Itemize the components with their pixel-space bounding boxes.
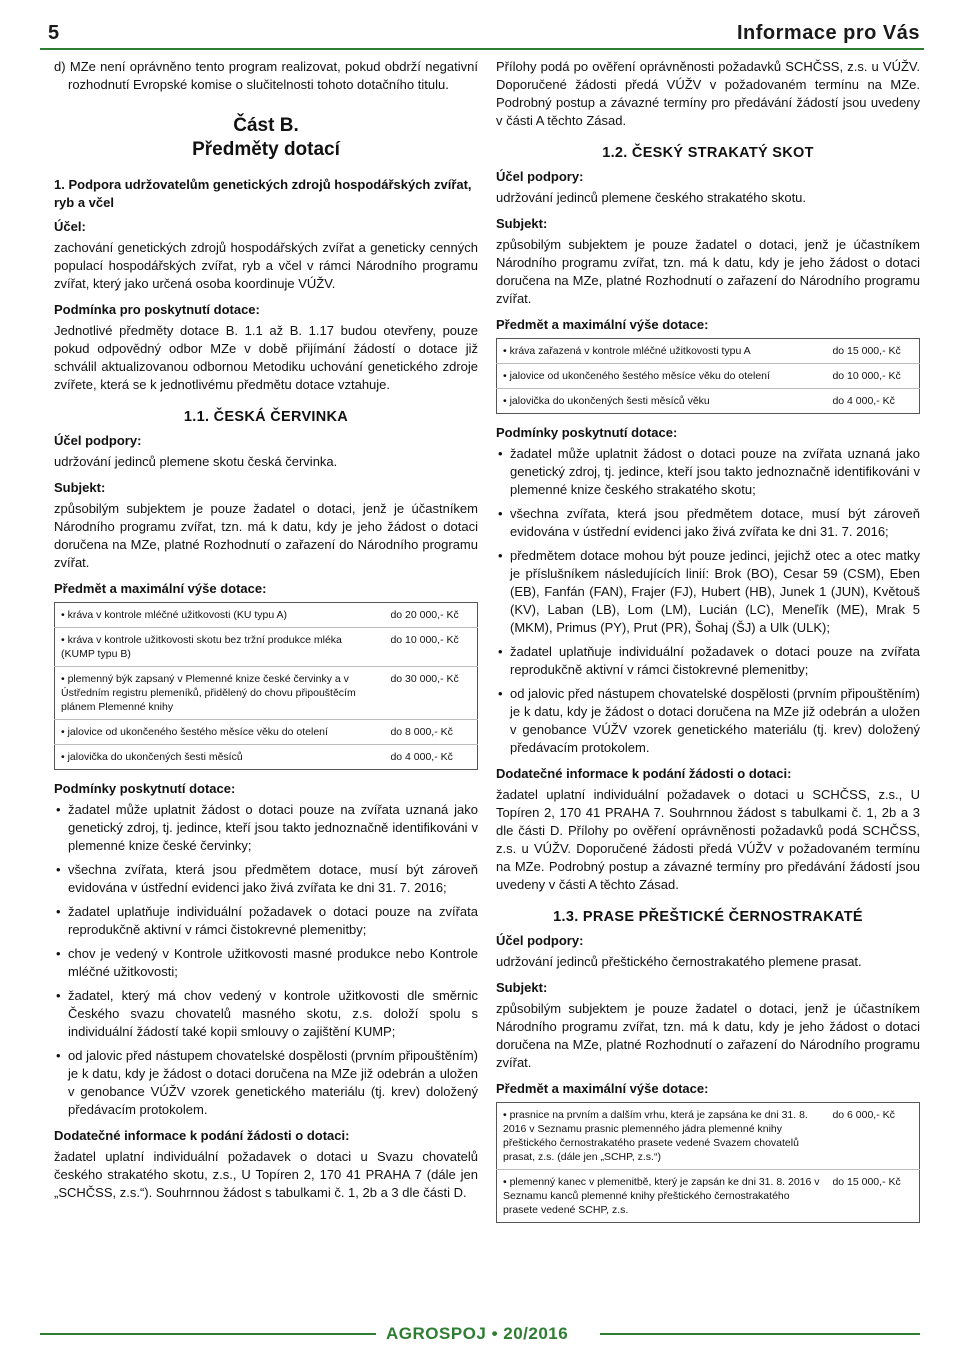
s12-subjekt-label: Subjekt: — [496, 216, 548, 231]
footer-line-left — [40, 1333, 376, 1335]
section-1-2-title: 1.2. ČESKÝ STRAKATÝ SKOT — [602, 145, 814, 161]
s13-ucel-text: udržování jedinců přeštického černostrakatého plemene prasat. — [496, 954, 862, 969]
podminka-text: Jednotlivé předměty dotace B. 1.1 až B. 1.17 budou otevřeny, pouze pokud odpovědný odbor MZe v době přijímání žádostí o dotace již schválil aktualizovanou odbornou Metodiku uchování genetického zdroje zvířete, která se k jednotlivému předmětu dotace vztahuje. — [54, 323, 478, 392]
table-row — [497, 339, 920, 364]
list-item: • žadatel uplatňuje individuální požadavek o dotaci pouze na zvířata reprodukčně aktivní v rámci čistokrevné plemenitby; — [510, 643, 920, 679]
list-item: • žadatel může uplatnit žádost o dotaci pouze na zvířata uznaná jako genetický zdroj, tj. jedince, kteří jsou takto jednoznačně identifikováni v plemenné knize českého strakatého skotu; — [510, 445, 920, 499]
table-row — [55, 628, 478, 667]
section-1-1-title: 1.1. ČESKÁ ČERVINKA — [183, 409, 349, 425]
table-row — [55, 745, 478, 770]
list-item: • žadatel uplatňuje individuální požadavek o dotaci pouze na zvířata reprodukčně aktivní v rámci čistokrevné plemenitby; — [68, 903, 478, 939]
table-cell-desc: • kráva zařazená v kontrole mléčné užitkovosti typu A — [497, 339, 827, 364]
continued-text: Přílohy podá po ověření oprávněnosti požadavků SCHČSS, z.s. u VÚŽV. Doporučené žádosti předá VÚŽV v požadovaném termínu na MZe. Podrobný postup a závazné termíny pro předávání žádostí jsou uvedeny v části A těchto Zásad. — [496, 59, 920, 128]
s11-predmet-label: Předmět a maximální výše dotace: — [54, 581, 267, 596]
s11-subjekt-text: způsobilým subjektem je pouze žadatel o dotaci, jenž je účastníkem Národního programu zvířat, tzn. má k datu, kdy je jeho žádost o dotaci doručena na MZe, platné Rozhodnutí o zařazení do Národního programu zvířat. — [54, 501, 478, 570]
table-cell-desc: • jalovička do ukončených šesti měsíců věku — [503, 395, 710, 407]
s11-subsidy-table — [54, 602, 478, 770]
table-cell-amount: do 30 000,- Kč — [384, 667, 477, 720]
table-row — [497, 1103, 920, 1170]
s12-conditions-list — [496, 445, 920, 757]
table-cell-desc: • kráva v kontrole užitkovosti skotu bez tržní produkce mléka (KUMP typu B) — [55, 628, 385, 667]
part-subtitle: Předměty dotací — [192, 139, 340, 160]
section-1-title: 1. Podpora udržovatelům genetických zdrojů hospodářských zvířat, ryb a včel — [54, 177, 472, 210]
footer-publication: AGROSPOJ • 20/2016 — [386, 1324, 569, 1343]
s11-ucel-label: Účel podpory: — [54, 433, 142, 448]
s12-ucel-text: udržování jedinců plemene českého strakatého skotu. — [496, 190, 807, 205]
table-row — [55, 667, 478, 720]
podminka-label: Podmínka pro poskytnutí dotace: — [54, 302, 260, 317]
list-item: • od jalovic před nástupem chovatelské dospělosti (prvním připouštěním) je k datu, kdy je žádost o dotaci doručena na MZe již odebrán a uložen v genobance VÚŽV vzorek genetického materiálu (tj. krev) doložený předávacím protokolem. — [68, 1047, 478, 1119]
list-item: • žadatel může uplatnit žádost o dotaci pouze na zvířata uznaná jako genetický zdroj, tj. jedince, kteří jsou takto jednoznačně identifikováni v plemenné knize české červinky; — [68, 801, 478, 855]
s12-subjekt-text: způsobilým subjektem je pouze žadatel o dotaci, jenž je účastníkem Národního programu zvířat, tzn. má k datu, kdy je jeho žádost o dotaci doručena na MZe, platné Rozhodnutí o zařazení do Národního programu zvířat. — [496, 237, 920, 306]
table-cell-amount: do 10 000,- Kč — [384, 628, 477, 667]
table-cell-amount: do 6 000,- Kč — [826, 1103, 919, 1170]
table-cell-amount: do 4 000,- Kč — [832, 395, 895, 407]
table-row — [497, 389, 920, 414]
s11-dodatecne-label: Dodatečné informace k podání žádosti o dotaci: — [54, 1128, 350, 1143]
table-cell-desc: • prasnice na prvním a dalším vrhu, která je zapsána ke dni 31. 8. 2016 v Seznamu prasnic plemenného jádra plemenné knihy přeštického černostrakatého prasete vedené Svazem chovatelů prasat, z.s. (dále jen „SCHP, z.s.“) — [497, 1103, 827, 1170]
s11-conditions-list — [54, 801, 478, 1119]
table-cell-desc: • plemenný býk zapsaný v Plemenné knize české červinky a v Ústředním registru plemeníků, přidělený do chovu připouštěcím plánem Plemenné knihy — [55, 667, 385, 720]
section-1-3-title: 1.3. PRASE PŘEŠTICKÉ ČERNOSTRAKATÉ — [553, 909, 863, 925]
page-number: 5 — [48, 22, 60, 44]
list-item: • předmětem dotace mohou být pouze jedinci, jejichž otec a otec matky je příslušníkem následujících linií: Brok (BO), Cesar 59 (CSM), Eben (EB), Fanfán (FAN), Frajer (FJ), Hubert (HB), Junek 1 (JUN), Květouš (KV), Laban (LB), Lom (LM), Lucián (LC), Meneľík (ME), Mrak 5 (MKM), Primus (PY), Prut (PR), Šohaj (ŠJ) a Ulk (ULK); — [510, 547, 920, 637]
s13-predmet-label: Předmět a maximální výše dotace: — [496, 1081, 709, 1096]
list-item: • všechna zvířata, která jsou předmětem dotace, musí být zároveň evidována v ústřední evidenci jako živá zvířata ke dni 31. 7. 2016; — [510, 505, 920, 541]
table-cell-desc: • jalovička do ukončených šesti měsíců — [61, 751, 243, 763]
s11-dodatecne-text: žadatel uplatní individuální požadavek o dotaci u Svazu chovatelů českého strakatého skotu, z.s., U Topíren 2, 170 41 PRAHA 7 (dále jen „SCHČSS, z.s.“). Souhrnnou žádost s tabulkami č. 1, 2b a 3 dle části D. — [54, 1149, 478, 1200]
s13-ucel-label: Účel podpory: — [496, 933, 584, 948]
s12-dodatecne-text: žadatel uplatní individuální požadavek o dotaci u SCHČSS, z.s., U Topíren 2, 170 41 PRAHA 7. Souhrnnou žádost s tabulkami č. 1, 2b a 3 dle části D. Přílohy po ověření oprávněnosti požadavků podá SCHČSS, z.s. u VÚŽV. Doporučené žádosti předá VÚŽV v požadovaném termínu na MZe. Podrobný postup a závazné termíny pro předávání žádostí jsou uvedeny v části A těchto Zásad. — [496, 787, 920, 892]
ucel-text: zachování genetických zdrojů hospodářských zvířat a geneticky cenných populací hospodářských zvířat, ryb a včel v rámci Národního programu zvířat, který jako určená osoba koordinuje VÚŽV. — [54, 240, 478, 291]
table-cell-amount: do 15 000,- Kč — [826, 339, 919, 364]
s12-podminky-label: Podmínky poskytnutí dotace: — [496, 425, 678, 440]
s13-subjekt-label: Subjekt: — [496, 980, 548, 995]
s11-podminky-label: Podmínky poskytnutí dotace: — [54, 781, 236, 796]
s12-dodatecne-label: Dodatečné informace k podání žádosti o dotaci: — [496, 766, 792, 781]
table-cell-desc: • jalovice od ukončeného šestého měsíce věku do otelení — [497, 364, 827, 389]
list-item: • chov je vedený v Kontrole užitkovosti masné produkce nebo Kontrole mléčné užitkovosti; — [68, 945, 478, 981]
intro-paragraph: d) MZe není oprávněno tento program realizovat, pokud obdrží negativní rozhodnutí Evropské komise o slučitelnosti tohoto dotačního titulu. — [54, 59, 478, 92]
table-cell-amount: do 8 000,- Kč — [384, 720, 477, 745]
table-cell-desc: • jalovice od ukončeného šestého měsíce věku do otelení — [55, 720, 385, 745]
footer-line-right — [600, 1333, 920, 1335]
list-item: • všechna zvířata, která jsou předmětem dotace, musí být zároveň evidována v ústřední evidenci jako živá zvířata ke dni 31. 7. 2016; — [68, 861, 478, 897]
list-item: • žadatel, který má chov vedený v kontrole užitkovosti dle směrnic Českého svazu chovatelů masného skotu, z.s. doloží spolu s individuální žádostí také kopii smlouvy o zajištění KUMP; — [68, 987, 478, 1041]
left-column — [54, 58, 478, 1210]
table-row — [55, 720, 478, 745]
s13-subsidy-table — [496, 1102, 920, 1223]
s12-subsidy-table — [496, 338, 920, 414]
s12-ucel-label: Účel podpory: — [496, 169, 584, 184]
table-cell-amount: do 15 000,- Kč — [832, 1176, 901, 1188]
table-cell-desc: • plemenný kanec v plemenitbě, který je zapsán ke dni 31. 8. 2016 v Seznamu kanců plemenné knihy přeštického černostrakatého prasete vedené SCHP, z.s. — [503, 1176, 820, 1216]
list-item: • od jalovic před nástupem chovatelské dospělosti (prvním připouštěním) je k datu, kdy je žádost o dotaci doručena na MZe již odebrán a uložen v genobance VÚŽV vzorek genetického materiálu (tj. krev) doložený předávacím protokolem. — [510, 685, 920, 757]
right-column — [496, 58, 920, 1233]
s12-predmet-label: Předmět a maximální výše dotace: — [496, 317, 709, 332]
s13-subjekt-text: způsobilým subjektem je pouze žadatel o dotaci, jenž je účastníkem Národního programu zvířat, tzn. má k datu, kdy je jeho žádost o dotaci doručena na MZe, platné Rozhodnutí o zařazení do Národního programu zvířat. — [496, 1001, 920, 1070]
part-title: Část B. — [233, 115, 299, 136]
s11-subjekt-label: Subjekt: — [54, 480, 106, 495]
table-row — [55, 603, 478, 628]
page-title: Informace pro Vás — [736, 22, 920, 44]
table-cell-desc: • kráva v kontrole mléčné užitkovosti (KU typu A) — [55, 603, 385, 628]
s11-ucel-text: udržování jedinců plemene skotu česká červinka. — [54, 454, 338, 469]
table-row — [497, 364, 920, 389]
table-row — [497, 1170, 920, 1223]
ucel-label: Účel: — [54, 219, 86, 234]
table-cell-amount: do 10 000,- Kč — [826, 364, 919, 389]
table-cell-amount: do 20 000,- Kč — [384, 603, 477, 628]
table-cell-amount: do 4 000,- Kč — [390, 751, 453, 763]
